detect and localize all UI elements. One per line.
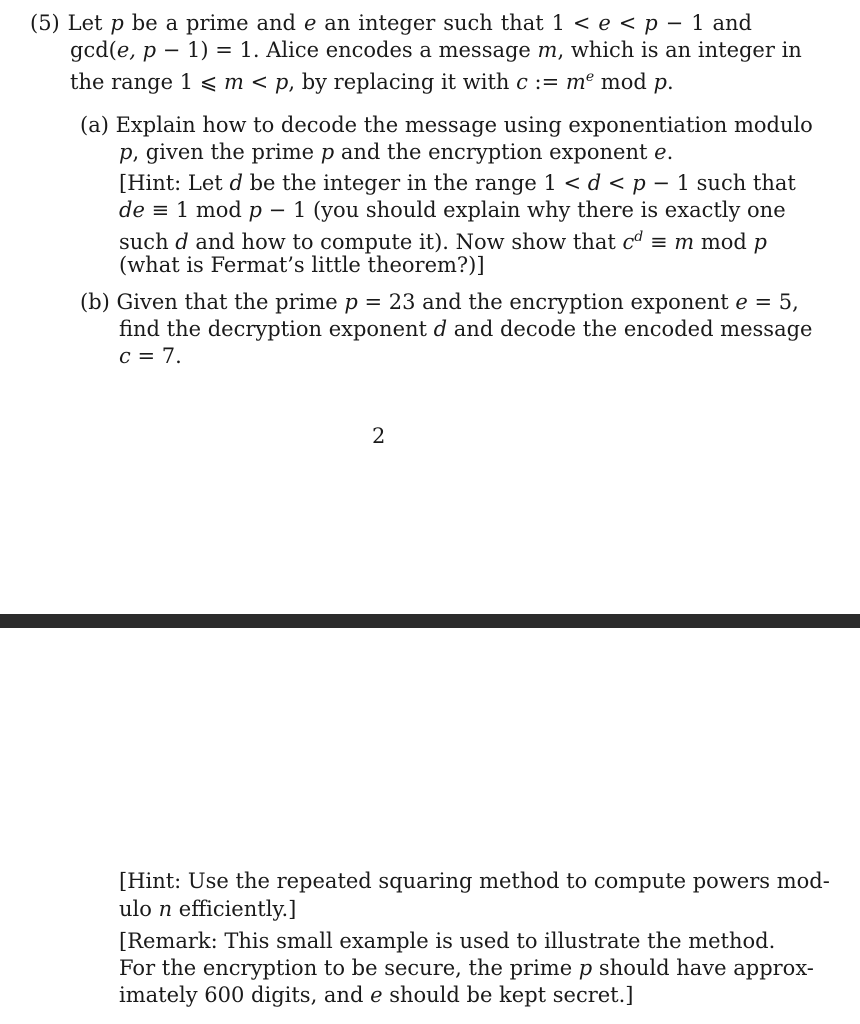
remark-line-3: imately 600 digits, and e should be kept secret.]: [119, 983, 634, 1007]
part-b-line-2: find the decryption exponent d and decode the encoded message: [119, 317, 813, 341]
part-b-line-1: (b) Given that the prime p = 23 and the encryption exponent e = 5,: [80, 290, 799, 314]
part-a-hint-line-1: [Hint: Let d be the integer in the range 1 < d < p − 1 such that: [119, 171, 796, 195]
problem-line-2: gcd(e, p − 1) = 1. Alice encodes a message m, which is an integer in: [70, 38, 802, 62]
remark-line-2: For the encryption to be secure, the prime p should have approx-: [119, 956, 814, 980]
remark-line-1: [Remark: This small example is used to illustrate the method.: [119, 929, 776, 953]
hint-line-1: [Hint: Use the repeated squaring method to compute powers mod-: [119, 869, 830, 893]
part-a-hint-line-4: (what is Fermat’s little theorem?)]: [119, 253, 485, 277]
problem-line-3: the range 1 ⩽ m < p, by replacing it with c := $m^e$ mod p.: [70, 69, 674, 94]
part-b-line-3: c = 7.: [119, 344, 182, 368]
part-a-hint-line-2: de ≡ 1 mod p − 1 (you should explain why there is exactly one: [119, 198, 786, 222]
page-divider: [0, 614, 860, 628]
problem-line-1: (5) Let p be a prime and e an integer such that 1 < e < p − 1 and: [30, 11, 752, 35]
page-lower: [0, 628, 860, 1024]
part-a-line-2: p, given the prime p and the encryption exponent e.: [119, 140, 674, 164]
hint-line-2: ulo n efficiently.]: [119, 897, 297, 921]
part-a-hint-line-3: such d and how to compute it). Now show that $c^d \equiv m$ mod p: [119, 229, 767, 254]
page-number: 2: [372, 424, 386, 448]
part-a-line-1: (a) Explain how to decode the message using exponentiation modulo: [80, 113, 813, 137]
